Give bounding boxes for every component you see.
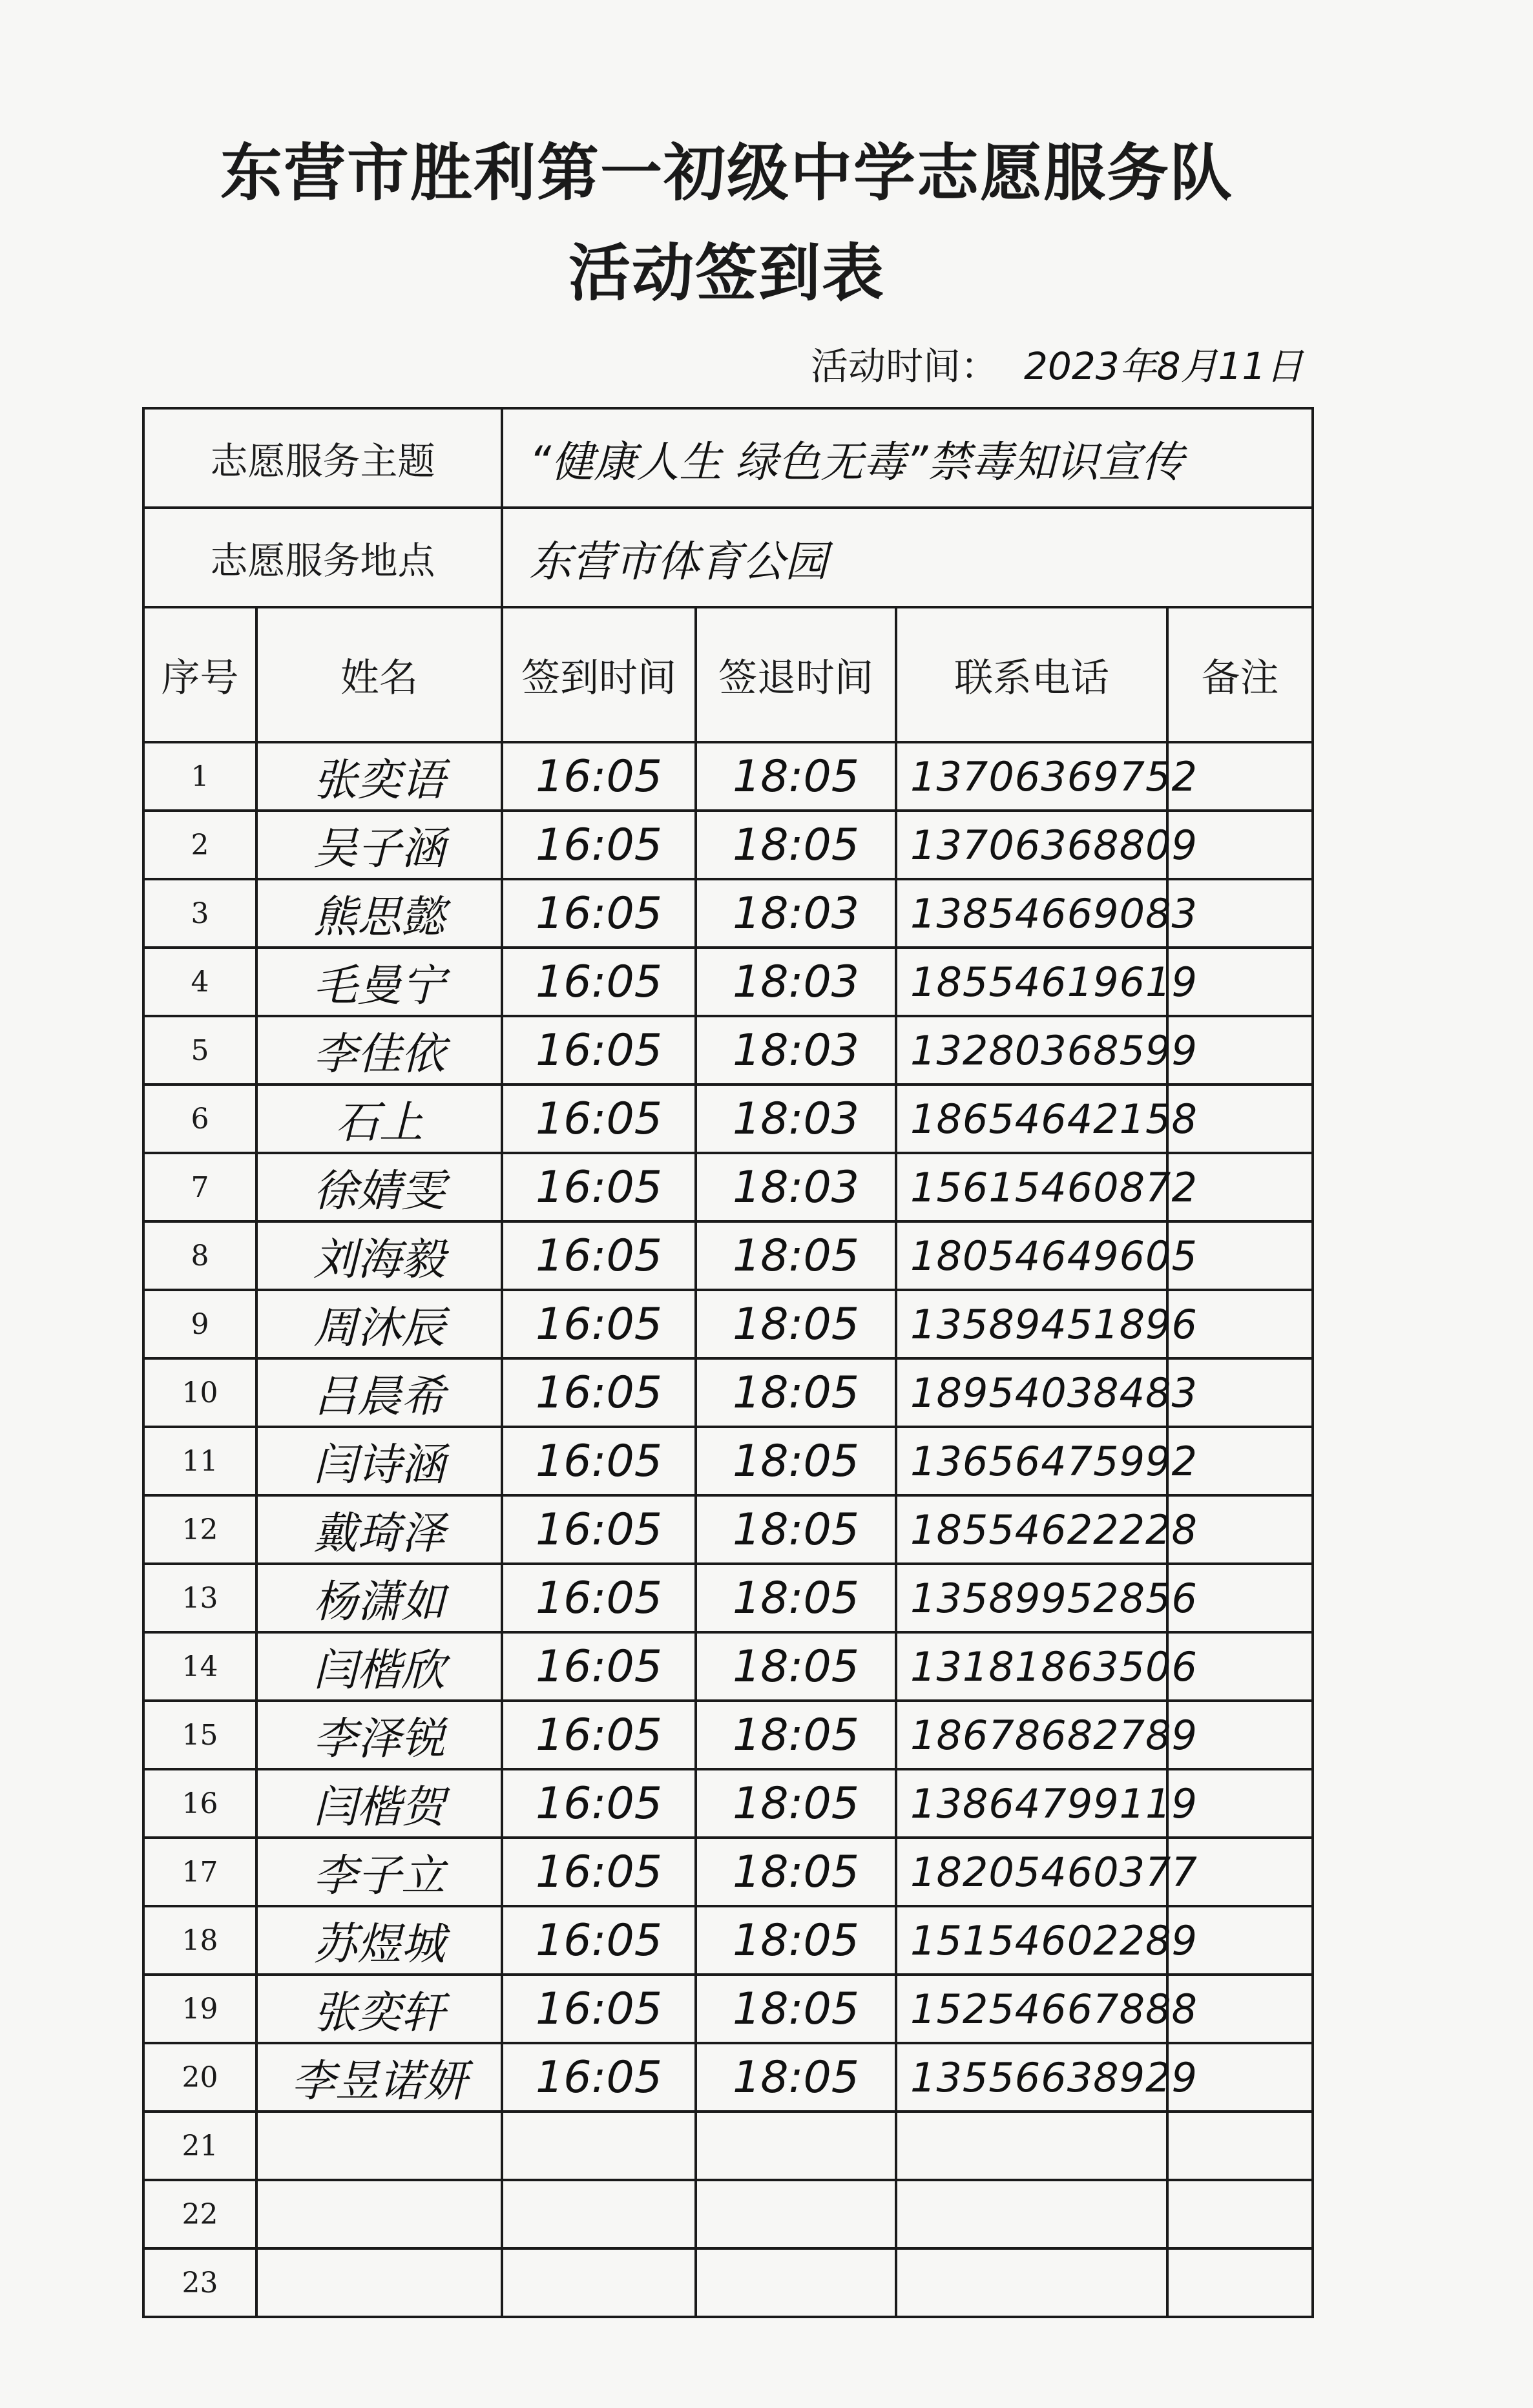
col-header-note: 备注	[1167, 607, 1313, 742]
row-number: 16	[143, 1769, 256, 1838]
sign-out-time	[696, 2180, 896, 2248]
row-number: 2	[143, 811, 256, 879]
col-header-sign-in: 签到时间	[502, 607, 696, 742]
row-number: 11	[143, 1427, 256, 1495]
sign-out-time: 18:05	[696, 1906, 896, 1975]
student-name	[256, 2248, 502, 2317]
sign-out-time	[696, 2112, 896, 2180]
row-number: 23	[143, 2248, 256, 2317]
theme-row	[143, 408, 1313, 508]
theme-label: 志愿服务主题	[143, 408, 502, 508]
row-number: 7	[143, 1153, 256, 1221]
student-name: 李佳依	[256, 1016, 502, 1085]
col-header-sign-out: 签退时间	[696, 607, 896, 742]
table-row	[143, 1975, 1313, 2043]
row-number: 4	[143, 948, 256, 1016]
phone-number: 15615460872	[896, 1153, 1167, 1221]
note	[1167, 2112, 1313, 2180]
phone-number	[896, 2112, 1167, 2180]
sign-out-time: 18:05	[696, 1632, 896, 1701]
table-row	[143, 742, 1313, 811]
student-name: 张奕语	[256, 742, 502, 811]
student-name: 闫诗涵	[256, 1427, 502, 1495]
row-number: 14	[143, 1632, 256, 1701]
row-number: 1	[143, 742, 256, 811]
phone-number: 13854669083	[896, 879, 1167, 948]
phone-number: 13556638929	[896, 2043, 1167, 2112]
row-number: 5	[143, 1016, 256, 1085]
sign-out-time: 18:05	[696, 1427, 896, 1495]
activity-date	[811, 336, 1303, 390]
table-row	[143, 1701, 1313, 1769]
table-row	[143, 1769, 1313, 1838]
sign-out-time: 18:03	[696, 879, 896, 948]
row-number: 20	[143, 2043, 256, 2112]
table-row	[143, 1632, 1313, 1701]
sign-in-time: 16:05	[502, 2043, 696, 2112]
sign-out-time: 18:05	[696, 2043, 896, 2112]
sign-in-time: 16:05	[502, 1221, 696, 1290]
student-name	[256, 2112, 502, 2180]
sign-in-time: 16:05	[502, 1975, 696, 2043]
student-name: 张奕轩	[256, 1975, 502, 2043]
header-row	[143, 607, 1313, 742]
sign-out-time: 18:03	[696, 1153, 896, 1221]
sign-out-time: 18:03	[696, 948, 896, 1016]
sign-in-time	[502, 2248, 696, 2317]
phone-number: 18554619619	[896, 948, 1167, 1016]
sign-out-time: 18:05	[696, 1358, 896, 1427]
row-number: 3	[143, 879, 256, 948]
table-row	[143, 811, 1313, 879]
row-number: 15	[143, 1701, 256, 1769]
phone-number: 13706368809	[896, 811, 1167, 879]
sign-out-time: 18:05	[696, 1290, 896, 1358]
student-name: 毛曼宁	[256, 948, 502, 1016]
phone-number: 13181863506	[896, 1632, 1167, 1701]
table-row	[143, 2112, 1313, 2180]
date-label: 活动时间：	[811, 344, 999, 388]
date-value: 2023年8月11日	[1024, 344, 1304, 388]
note	[1167, 2248, 1313, 2317]
table-row	[143, 2043, 1313, 2112]
student-name: 刘海毅	[256, 1221, 502, 1290]
row-number: 8	[143, 1221, 256, 1290]
table-row	[143, 1153, 1313, 1221]
phone-number: 13589451896	[896, 1290, 1167, 1358]
phone-number	[896, 2180, 1167, 2248]
sign-in-time: 16:05	[502, 1016, 696, 1085]
student-name: 闫楷欣	[256, 1632, 502, 1701]
col-header-name: 姓名	[256, 607, 502, 742]
phone-number: 13589952856	[896, 1564, 1167, 1632]
student-name: 周沐辰	[256, 1290, 502, 1358]
sign-out-time: 18:05	[696, 1221, 896, 1290]
location-row	[143, 508, 1313, 607]
phone-number: 13864799119	[896, 1769, 1167, 1838]
sign-out-time: 18:05	[696, 1564, 896, 1632]
sign-out-time: 18:05	[696, 1838, 896, 1906]
student-name: 石上	[256, 1085, 502, 1153]
location-label: 志愿服务地点	[143, 508, 502, 607]
sign-in-time: 16:05	[502, 1701, 696, 1769]
sign-out-time: 18:03	[696, 1016, 896, 1085]
phone-number: 15154602289	[896, 1906, 1167, 1975]
row-number: 22	[143, 2180, 256, 2248]
location-value: 东营市体育公园	[502, 508, 1313, 607]
table-row	[143, 1838, 1313, 1906]
table-row	[143, 1290, 1313, 1358]
table-row	[143, 1906, 1313, 1975]
sign-in-time: 16:05	[502, 1427, 696, 1495]
table-row	[143, 2180, 1313, 2248]
col-header-phone: 联系电话	[896, 607, 1167, 742]
sign-in-time: 16:05	[502, 1153, 696, 1221]
phone-number: 18954038483	[896, 1358, 1167, 1427]
phone-number: 18205460377	[896, 1838, 1167, 1906]
student-name: 熊思懿	[256, 879, 502, 948]
table-row	[143, 1495, 1313, 1564]
row-number: 9	[143, 1290, 256, 1358]
sign-out-time: 18:03	[696, 1085, 896, 1153]
page-subtitle: 活动签到表	[568, 236, 885, 309]
row-number: 10	[143, 1358, 256, 1427]
student-name: 苏煜城	[256, 1906, 502, 1975]
sign-in-time	[502, 2112, 696, 2180]
student-name	[256, 2180, 502, 2248]
table-row	[143, 1427, 1313, 1495]
row-number: 12	[143, 1495, 256, 1564]
student-name: 李昱诺妍	[256, 2043, 502, 2112]
phone-number: 13706369752	[896, 742, 1167, 811]
sign-in-time: 16:05	[502, 1564, 696, 1632]
sign-in-time: 16:05	[502, 1906, 696, 1975]
row-number: 19	[143, 1975, 256, 2043]
table-row	[143, 1221, 1313, 1290]
sign-out-time: 18:05	[696, 1975, 896, 2043]
phone-number: 15254667888	[896, 1975, 1167, 2043]
sign-in-table	[142, 407, 1314, 2318]
sign-out-time: 18:05	[696, 811, 896, 879]
col-header-number: 序号	[143, 607, 256, 742]
sign-in-time: 16:05	[502, 1632, 696, 1701]
student-name: 李子立	[256, 1838, 502, 1906]
row-number: 18	[143, 1906, 256, 1975]
phone-number: 18054649605	[896, 1221, 1167, 1290]
student-name: 杨潇如	[256, 1564, 502, 1632]
sign-in-time: 16:05	[502, 1838, 696, 1906]
sign-in-time: 16:05	[502, 1085, 696, 1153]
student-name: 李泽锐	[256, 1701, 502, 1769]
page-title: 东营市胜利第一初级中学志愿服务队	[220, 136, 1233, 209]
student-name: 徐婧雯	[256, 1153, 502, 1221]
table-row	[143, 948, 1313, 1016]
sign-in-time: 16:05	[502, 742, 696, 811]
phone-number: 13280368599	[896, 1016, 1167, 1085]
sign-in-time: 16:05	[502, 948, 696, 1016]
sign-in-time: 16:05	[502, 1495, 696, 1564]
student-name: 吕晨希	[256, 1358, 502, 1427]
student-name: 吴子涵	[256, 811, 502, 879]
note	[1167, 2180, 1313, 2248]
theme-value: “健康人生 绿色无毒”禁毒知识宣传	[502, 408, 1313, 508]
sign-out-time: 18:05	[696, 1701, 896, 1769]
row-number: 6	[143, 1085, 256, 1153]
sign-in-time: 16:05	[502, 1358, 696, 1427]
row-number: 13	[143, 1564, 256, 1632]
row-number: 17	[143, 1838, 256, 1906]
sign-in-time: 16:05	[502, 811, 696, 879]
phone-number: 13656475992	[896, 1427, 1167, 1495]
table-row	[143, 1358, 1313, 1427]
sign-in-time: 16:05	[502, 879, 696, 948]
table-row	[143, 879, 1313, 948]
student-name: 戴琦泽	[256, 1495, 502, 1564]
sign-in-time: 16:05	[502, 1769, 696, 1838]
sign-out-time: 18:05	[696, 742, 896, 811]
table-row	[143, 1085, 1313, 1153]
phone-number	[896, 2248, 1167, 2317]
sign-in-time	[502, 2180, 696, 2248]
phone-number: 18654642158	[896, 1085, 1167, 1153]
phone-number: 18554622228	[896, 1495, 1167, 1564]
phone-number: 18678682789	[896, 1701, 1167, 1769]
student-name: 闫楷贺	[256, 1769, 502, 1838]
table-row	[143, 1564, 1313, 1632]
table-row	[143, 1016, 1313, 1085]
sign-out-time	[696, 2248, 896, 2317]
sign-out-time: 18:05	[696, 1769, 896, 1838]
sign-out-time: 18:05	[696, 1495, 896, 1564]
sign-in-time: 16:05	[502, 1290, 696, 1358]
row-number: 21	[143, 2112, 256, 2180]
table-row	[143, 2248, 1313, 2317]
